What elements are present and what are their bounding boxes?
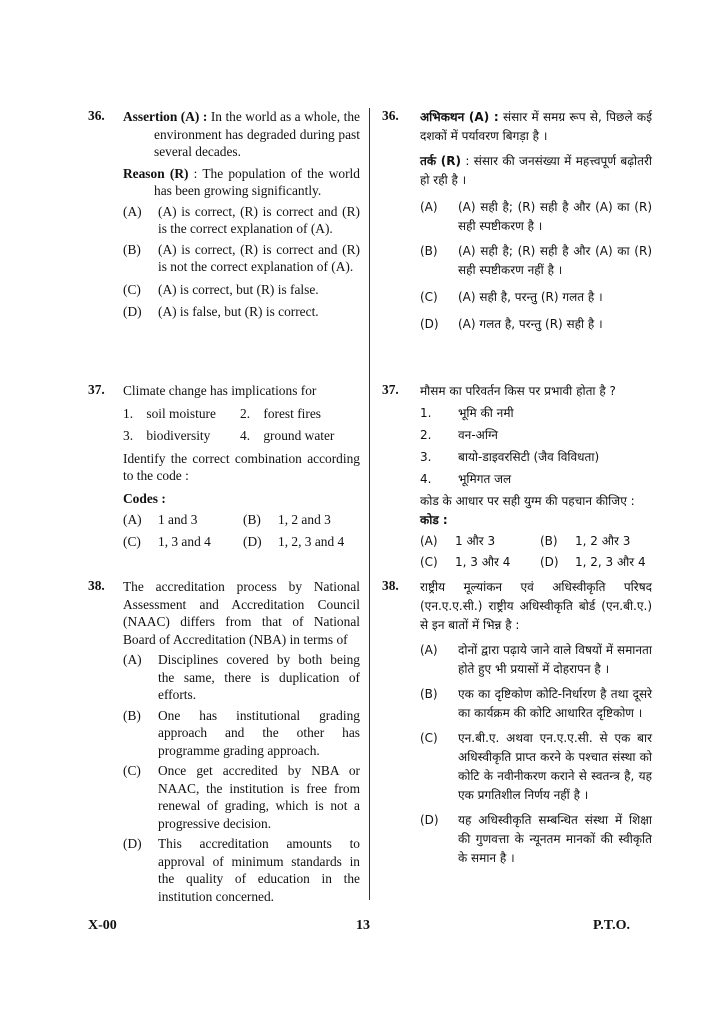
question-number: 37. bbox=[382, 382, 399, 397]
reason-label: तर्क (R) bbox=[420, 154, 461, 168]
instruction: कोड के आधार पर सही युग्म की पहचान कीजिए : bbox=[420, 494, 635, 508]
question-stem: The accreditation process by National Assessment and Accreditation Council (NAAC) differs from that of National Board of Accreditation (NBA) in terms of bbox=[123, 579, 360, 647]
codes-row bbox=[420, 553, 652, 572]
assertion-label: अभिकथन (A) : bbox=[420, 110, 499, 124]
codes-label: कोड : bbox=[420, 513, 448, 527]
item-row: 3. biodiversity 4. ground water bbox=[123, 428, 335, 443]
paper-code: X-00 bbox=[88, 918, 117, 933]
option-a[interactable]: (A) (A) is correct, (R) is correct and (R) is the correct explanation of (A). bbox=[123, 203, 360, 236]
question-number: 36. bbox=[88, 108, 105, 123]
codes-row bbox=[123, 533, 360, 551]
option-c[interactable]: (C) 1, 3 और 4 bbox=[420, 555, 511, 569]
question-36-en bbox=[88, 108, 360, 321]
option-b[interactable]: (B) (A) is correct, (R) is correct and (R) is not the correct explanation of (A). bbox=[123, 241, 360, 274]
item: 2. वन-अग्नि bbox=[420, 428, 498, 442]
option-b[interactable]: (B) (A) सही है; (R) सही है और (A) का (R) सही स्पष्टीकरण नहीं है । bbox=[420, 244, 652, 277]
reason-label: Reason (R) bbox=[123, 165, 189, 181]
question-36-hi bbox=[382, 108, 652, 334]
option-a[interactable]: (A) 1 और 3 bbox=[420, 534, 496, 548]
option-c[interactable]: (C) (A) सही है, परन्तु (R) गलत है । bbox=[420, 290, 603, 304]
option-b[interactable]: (B) एक का दृष्टिकोण कोटि-निर्धारण है तथा दूसरे का कार्यक्रम की कोटि आधारित दृष्टिकोण । bbox=[420, 687, 652, 720]
option-c[interactable]: (C) एन.बी.ए. अथवा एन.ए.ए.सी. से एक बार अधिस्वीकृति प्राप्त करने के पश्चात संस्था को कोटि के नवीनीकरण कराने से स्वतन्त्र है, यह एक प्रगतिशील निर्णय नहीं है । bbox=[420, 731, 652, 802]
assertion-text: संसार में समग्र रूप से, पिछले कई दशकों में पर्यावरण बिगड़ा है । bbox=[420, 110, 652, 143]
question-38-hi bbox=[382, 578, 652, 868]
reason-text: : संसार की जनसंख्या में महत्त्वपूर्ण बढ़ोतरी हो रही है । bbox=[420, 154, 652, 187]
codes-row bbox=[123, 511, 360, 529]
option-b[interactable]: (B) 1, 2 और 3 bbox=[540, 534, 631, 548]
option-a[interactable]: (A) दोनों द्वारा पढ़ाये जाने वाले विषयों में समानता होते हुए भी प्रयासों में दोहरापन है । bbox=[420, 643, 652, 676]
option-d[interactable]: (D) यह अधिस्वीकृति सम्बन्धित संस्था में शिक्षा की गुणवत्ता के न्यूनतम मानकों की स्वीकृति के समान है । bbox=[420, 813, 652, 865]
question-37-en bbox=[88, 382, 360, 550]
question-number: 36. bbox=[382, 108, 399, 123]
option-c[interactable]: (C) 1, 3 and 4 bbox=[123, 533, 211, 549]
option-a[interactable]: (A) 1 and 3 bbox=[123, 512, 198, 527]
question-38-en bbox=[88, 578, 360, 905]
option-c[interactable]: (C) (A) is correct, but (R) is false. bbox=[123, 281, 319, 297]
item-row: 1. soil moisture 2. forest fires bbox=[123, 405, 321, 421]
codes-label: Codes : bbox=[123, 490, 166, 506]
column-divider bbox=[369, 108, 370, 900]
option-a[interactable]: (A) (A) सही है; (R) सही है और (A) का (R) सही स्पष्टीकरण है । bbox=[420, 200, 652, 233]
question-number: 37. bbox=[88, 382, 105, 397]
item: 1. भूमि की नमी bbox=[420, 406, 514, 420]
option-b[interactable]: (B) One has institutional grading approach and the other has programme grading approach. bbox=[123, 707, 360, 758]
pto-label: P.T.O. bbox=[593, 918, 630, 933]
item: 3. बायो-डाइवरसिटी (जैव विविधता) bbox=[420, 450, 600, 464]
option-c[interactable]: (C) Once get accredited by NBA or NAAC, the institution is free from renewal of grading, which is not a progressive decision. bbox=[123, 763, 360, 831]
assertion-label: Assertion (A) : bbox=[123, 109, 208, 124]
option-a[interactable]: (A) Disciplines covered by both being the same, there is duplication of efforts. bbox=[123, 652, 360, 702]
item: 4. भूमिगत जल bbox=[420, 472, 512, 486]
question-number: 38. bbox=[382, 578, 399, 593]
option-d[interactable]: (D) (A) is false, but (R) is correct. bbox=[123, 304, 319, 319]
question-stem: राष्ट्रीय मूल्यांकन एवं अधिस्वीकृति परिषद (एन.ए.ए.सी.) राष्ट्रीय अधिस्वीकृति बोर्ड (एन.बी.ए.) से इन बातों में भिन्न है : bbox=[420, 580, 652, 632]
option-d[interactable]: (D) (A) गलत है, परन्तु (R) सही है । bbox=[420, 317, 603, 331]
page-number: 13 bbox=[356, 918, 370, 933]
option-b[interactable]: (B) 1, 2 and 3 bbox=[243, 512, 331, 527]
option-d[interactable]: (D) 1, 2, 3 and 4 bbox=[243, 533, 345, 549]
question-number: 38. bbox=[88, 578, 105, 593]
question-37-hi bbox=[382, 382, 652, 572]
assertion-text: In the world as a whole, the environment has degraded during past several decades. bbox=[154, 109, 360, 159]
codes-row bbox=[420, 532, 652, 551]
option-d[interactable]: (D) 1, 2, 3 और 4 bbox=[540, 555, 646, 569]
question-stem: मौसम का परिवर्तन किस पर प्रभावी होता है ? bbox=[420, 384, 616, 398]
option-d[interactable]: (D) This accreditation amounts to approval of minimum standards in the quality of education in the institution concerned. bbox=[123, 836, 360, 904]
instruction: Identify the correct combination according to the code : bbox=[123, 450, 360, 483]
question-stem: Climate change has implications for bbox=[123, 383, 317, 398]
reason-text: : The population of the world has been growing significantly. bbox=[154, 165, 360, 198]
